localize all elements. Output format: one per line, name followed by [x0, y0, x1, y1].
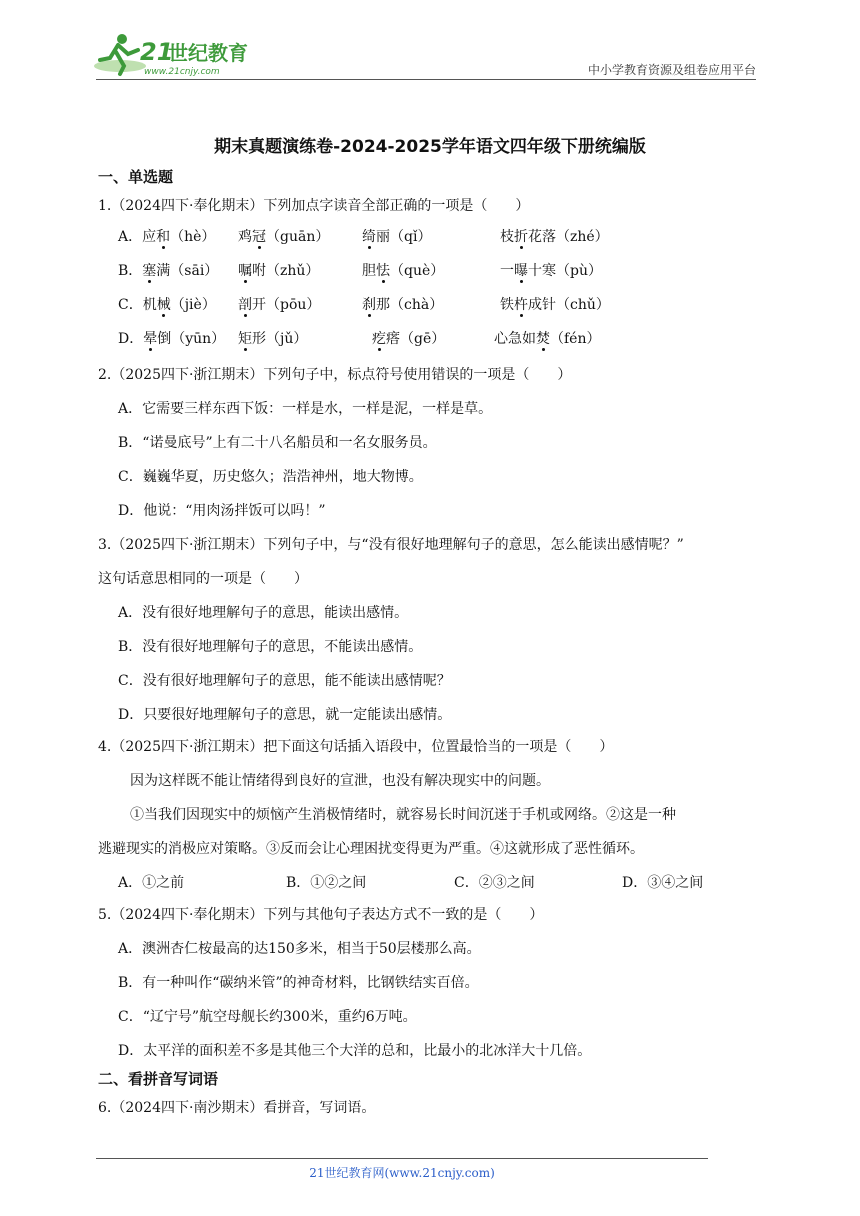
q4-paragraph-line1: ①当我们因现实中的烦恼产生消极情绪时，就容易长时间沉迷于手机或网络。②这是一种	[130, 807, 676, 823]
q1-option-a-4: 枝折花落（zhé）	[500, 229, 609, 245]
q1-option-a-3: 绮丽（qǐ）	[362, 229, 432, 245]
q2-option-b: B．“诺曼底号”上有二十八名船员和一名女服务员。	[118, 435, 437, 451]
q4-option-d: D．③④之间	[622, 875, 704, 891]
q5-option-c: C．“辽宁号”航空母舰长约300米，重约6万吨。	[118, 1009, 417, 1025]
q2-option-c: C．巍巍华夏，历史悠久；浩浩神州，地大物博。	[118, 469, 423, 485]
document-title: 期末真题演练卷-2024-2025学年语文四年级下册统编版	[214, 137, 646, 157]
section-heading-single-choice: 一、单选题	[98, 168, 174, 186]
question-1-stem: 1.（2024四下·奉化期末）下列加点字读音全部正确的一项是（ ）	[98, 198, 530, 214]
question-5-stem: 5.（2024四下·奉化期末）下列与其他句子表达方式不一致的是（ ）	[98, 907, 544, 923]
q3-option-d: D．只要很好地理解句子的意思，就一定能读出感情。	[118, 707, 452, 723]
q1-option-b-4: 一曝十寒（pù）	[500, 263, 602, 279]
q1-option-b-3: 胆怯（què）	[362, 263, 445, 279]
q1-option-d-3: 疙瘩（gē）	[372, 331, 446, 347]
q1-option-a-2: 鸡冠（guān）	[238, 229, 330, 245]
site-logo	[92, 30, 262, 78]
svg-text:21: 21	[140, 38, 174, 66]
q1-option-b-1: B．塞满（sāi）	[118, 263, 219, 279]
section-heading-pinyin: 二、看拼音写词语	[98, 1070, 219, 1088]
platform-name: 中小学教育资源及组卷应用平台	[587, 63, 756, 77]
q3-option-b: B．没有很好地理解句子的意思，不能读出感情。	[118, 639, 423, 655]
question-3-stem-line2: 这句话意思相同的一项是（ ）	[98, 571, 308, 587]
running-figure-icon	[92, 30, 262, 78]
q1-option-c-4: 铁杵成针（chǔ）	[500, 297, 610, 313]
q1-option-c-1: C．机械（jiè）	[118, 297, 216, 313]
question-6-stem: 6.（2024四下·南沙期末）看拼音，写词语。	[98, 1100, 376, 1116]
q2-option-a: A．它需要三样东西下饭：一样是水，一样是泥，一样是草。	[118, 401, 493, 417]
page-header	[0, 0, 860, 90]
header-divider	[96, 79, 756, 80]
footer-link[interactable]: 21世纪教育网(www.21cnjy.com)	[309, 1166, 495, 1180]
q5-option-d: D．太平洋的面积差不多是其他三个大洋的总和，比最小的北冰洋大十几倍。	[118, 1043, 592, 1059]
question-4-stem: 4.（2025四下·浙江期末）把下面这句话插入语段中，位置最恰当的一项是（ ）	[98, 739, 614, 755]
q2-option-d: D．他说：“用肉汤拌饭可以吗！”	[118, 503, 326, 519]
question-3-stem-line1: 3.（2025四下·浙江期末）下列句子中，与“没有很好地理解句子的意思，怎么能读出感情呢？”	[98, 537, 684, 553]
footer-divider	[96, 1158, 708, 1159]
q4-insert-sentence: 因为这样既不能让情绪得到良好的宣泄，也没有解决现实中的问题。	[130, 773, 550, 789]
q1-option-a-1: A．应和（hè）	[118, 229, 216, 245]
q1-option-b-2: 嘱咐（zhǔ）	[238, 263, 320, 279]
q5-option-a: A．澳洲杏仁桉最高的达150多米，相当于50层楼那么高。	[118, 941, 481, 957]
q5-option-b: B．有一种叫作“碳纳米管”的神奇材料，比钢铁结实百倍。	[118, 975, 479, 991]
q1-option-c-3: 刹那（chà）	[362, 297, 444, 313]
question-2-stem: 2.（2025四下·浙江期末）下列句子中，标点符号使用错误的一项是（ ）	[98, 367, 572, 383]
svg-text:世纪教育: 世纪教育	[168, 41, 248, 65]
q4-option-b: B．①②之间	[286, 875, 367, 891]
q1-option-d-2: 矩形（jǔ）	[238, 331, 308, 347]
q1-option-c-2: 剖开（pōu）	[238, 297, 321, 313]
q4-paragraph-line2: 逃避现实的消极应对策略。③反而会让心理困扰变得更为严重。④这就形成了恶性循环。	[98, 841, 644, 857]
q3-option-a: A．没有很好地理解句子的意思，能读出感情。	[118, 605, 409, 621]
q4-option-c: C．②③之间	[454, 875, 535, 891]
q3-option-c: C．没有很好地理解句子的意思，能不能读出感情呢？	[118, 673, 451, 689]
q4-option-a: A．①之前	[118, 875, 185, 891]
q1-option-d-4: 心急如焚（fén）	[494, 331, 601, 347]
q1-option-d-1: D．晕倒（yūn）	[118, 331, 226, 347]
svg-text:www.21cnjy.com: www.21cnjy.com	[144, 67, 220, 77]
